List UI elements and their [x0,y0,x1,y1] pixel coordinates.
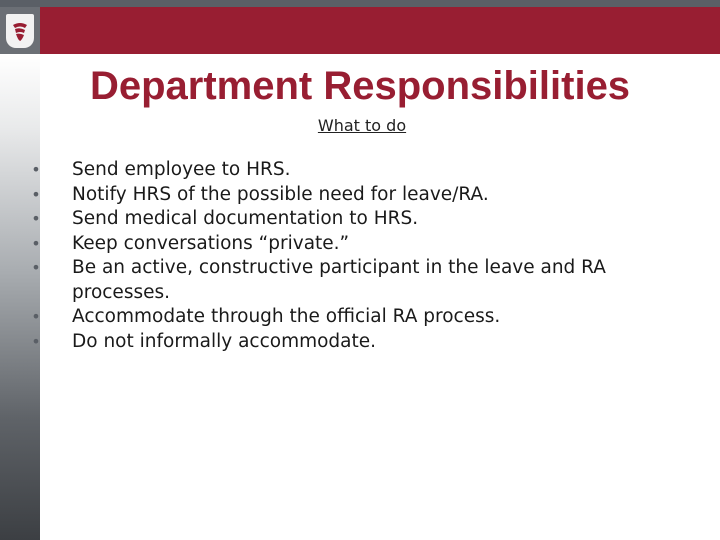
logo-badge [0,7,40,54]
bullet-dot-icon: • [31,184,41,204]
slide-title: Department Responsibilities [89,64,631,108]
bullet-text: Be an active, constructive participant in the leave and RA processes. [72,257,606,303]
bullet-dot-icon: • [31,307,41,326]
bullet-item [30,256,670,305]
bullet-text: Accommodate through the official RA process. [72,306,501,327]
header-band [0,7,720,54]
bullet-item [30,183,670,208]
bullet-item [30,207,670,232]
bullet-list [30,158,670,354]
bullet-text: Keep conversations “private.” [72,232,350,254]
bullet-text: Do not informally accommodate. [72,330,377,352]
bullet-item [30,305,670,330]
bullet-text: Send medical documentation to HRS. [72,208,419,229]
bullet-dot-icon: • [31,233,41,253]
bullet-text: Send employee to HRS. [72,159,291,180]
bullet-item [30,158,670,183]
bullet-dot-icon: • [31,209,41,228]
bullet-item [30,232,670,257]
bullet-text: Notify HRS of the possible need for leave/RA. [72,183,489,205]
top-stripe [0,0,720,7]
bullet-item [30,330,670,355]
bullet-dot-icon: • [31,160,41,179]
wsu-cougar-logo-icon [6,14,34,48]
bullet-dot-icon: • [31,258,41,277]
bullet-dot-icon: • [31,331,41,351]
slide-subtitle: What to do [317,116,407,135]
